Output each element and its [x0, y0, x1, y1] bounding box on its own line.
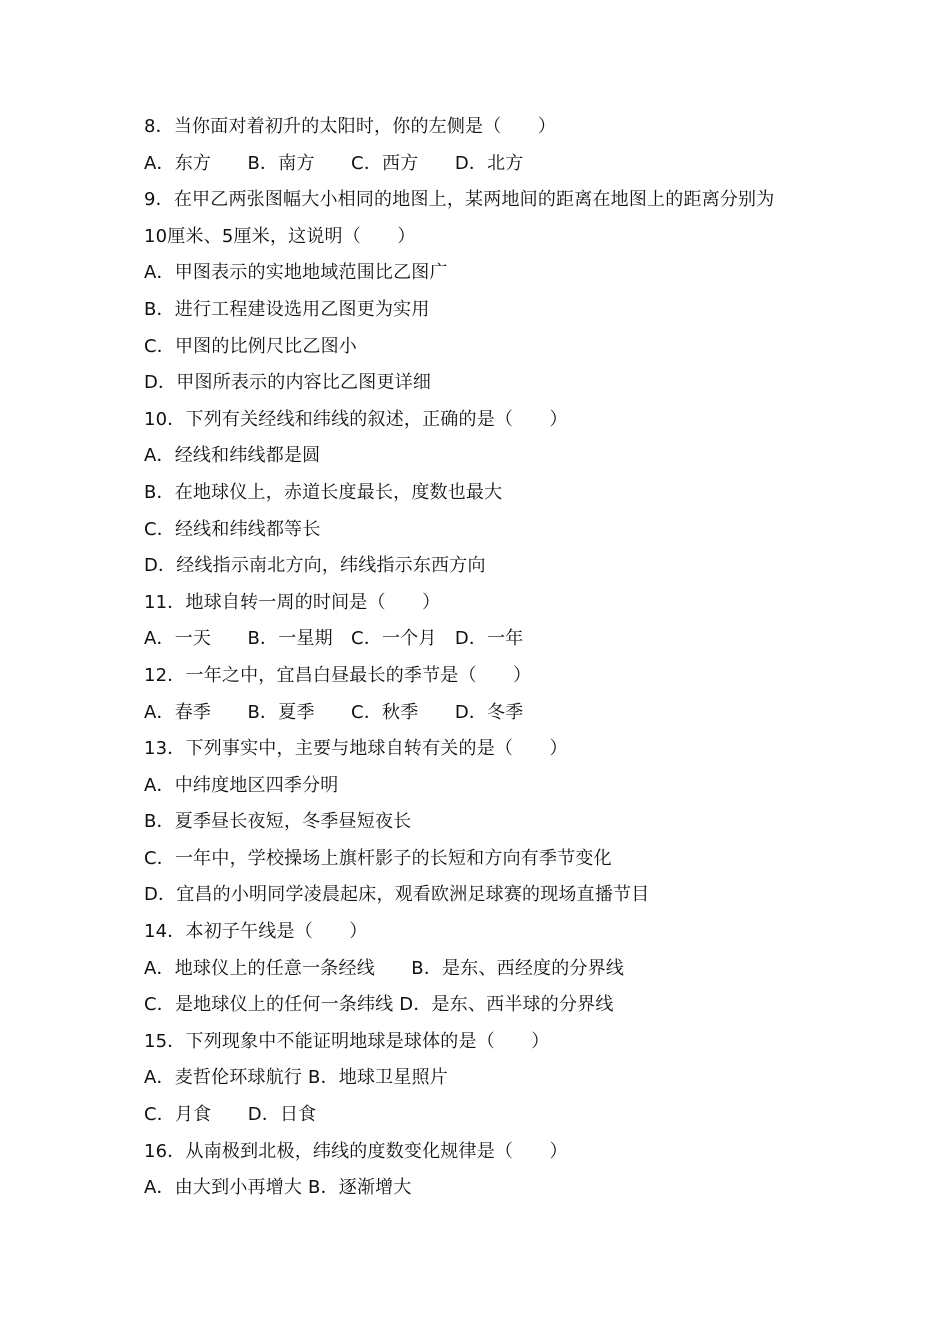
question-13-option-b: B．夏季昼长夜短，冬季昼短夜长: [144, 811, 412, 833]
question-8-stem: 8．当你面对着初升的太阳时，你的左侧是（ ）: [144, 116, 557, 137]
question-15-options-ab: A．麦哲伦环球航行 B．地球卫星照片: [144, 1067, 448, 1089]
question-13-option-a: A．中纬度地区四季分明: [144, 774, 339, 796]
question-13-stem: 13．下列事实中，主要与地球自转有关的是（ ）: [144, 738, 568, 760]
question-16-options-ab: A．由大到小再增大 B．逐渐增大: [144, 1177, 412, 1199]
question-14-stem: 14．本初子午线是（ ）: [144, 921, 368, 943]
question-12-stem: 12．一年之中，宜昌白昼最长的季节是（ ）: [144, 664, 532, 686]
question-10-option-d: D．经线指示南北方向，纬线指示东西方向: [144, 555, 486, 577]
question-10-option-b: B．在地球仪上，赤道长度最长，度数也最大: [144, 481, 503, 503]
question-14-options-cd: C．是地球仪上的任何一条纬线 D．是东、西半球的分界线: [144, 994, 614, 1016]
question-content: [144, 109, 844, 1207]
question-13-option-c: C．一年中，学校操场上旗杆影子的长短和方向有季节变化: [144, 847, 612, 869]
question-14-options-ab: A．地球仪上的任意一条经线 B．是东、西经度的分界线: [144, 957, 625, 979]
question-13-option-d: D．宜昌的小明同学凌晨起床，观看欧洲足球赛的现场直播节目: [144, 884, 650, 906]
question-16-stem: 16．从南极到北极，纬线的度数变化规律是（ ）: [144, 1140, 568, 1162]
question-9-option-a: A．甲图表示的实地地域范围比乙图广: [144, 262, 448, 284]
question-15-stem: 15．下列现象中不能证明地球是球体的是（ ）: [144, 1030, 550, 1052]
question-10-option-a: A．经线和纬线都是圆: [144, 445, 321, 467]
question-11-options: A．一天 B．一星期 C．一个月 D．一年: [144, 628, 524, 650]
question-9-option-b: B．进行工程建设选用乙图更为实用: [144, 298, 430, 320]
question-11-stem: 11．地球自转一周的时间是（ ）: [144, 591, 441, 613]
question-9-option-c: C．甲图的比例尺比乙图小: [144, 335, 357, 357]
question-15-options-cd: C．月食 D．日食: [144, 1104, 317, 1126]
question-10-option-c: C．经线和纬线都等长: [144, 518, 321, 540]
question-10-stem: 10．下列有关经线和纬线的叙述，正确的是（ ）: [144, 408, 568, 430]
question-9-option-d: D．甲图所表示的内容比乙图更详细: [144, 372, 432, 394]
question-9-stem: 9．在甲乙两张图幅大小相同的地图上，某两地间的距离在地图上的距离分别为: [144, 189, 775, 211]
question-9-stem-continued: 10厘米、5厘米，这说明（ ）: [144, 225, 416, 247]
question-12-options: A．春季 B．夏季 C．秋季 D．冬季: [144, 701, 524, 723]
question-8-options: A．东方 B．南方 C．西方 D．北方: [144, 152, 524, 174]
